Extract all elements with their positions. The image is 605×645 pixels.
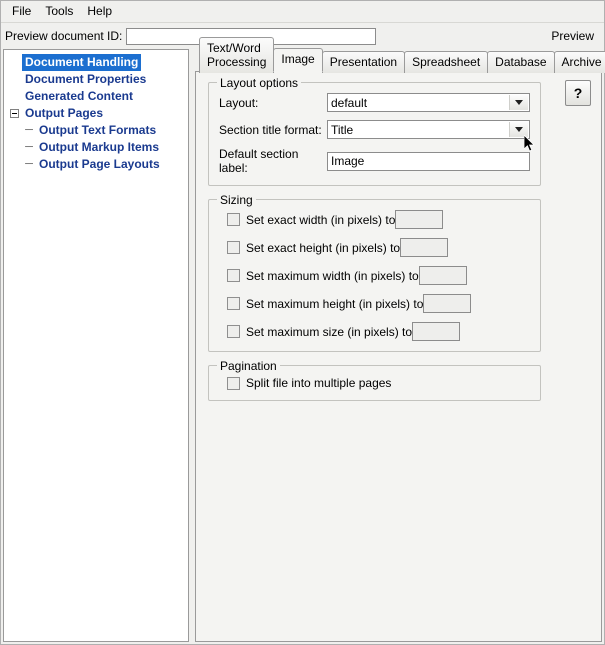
- tree-item-output-pages[interactable]: [6, 105, 186, 122]
- tree-item-label: Generated Content: [25, 89, 134, 103]
- split-file-checkbox[interactable]: [227, 377, 240, 390]
- sizing-legend: Sizing: [217, 193, 256, 207]
- set-maximum-height-checkbox[interactable]: [227, 297, 240, 310]
- tree-item-output-markup-items[interactable]: [6, 139, 186, 156]
- tree-collapse-icon[interactable]: [6, 105, 22, 122]
- tree-item-label: Document Handling: [22, 54, 141, 71]
- set-maximum-size-input[interactable]: [412, 322, 460, 341]
- tab-archive[interactable]: Archive: [554, 51, 605, 73]
- tree-twisty-placeholder: [6, 54, 22, 71]
- set-maximum-size-label: Set maximum size (in pixels) to: [246, 324, 413, 339]
- set-exact-height-label: Set exact height (in pixels) to: [246, 240, 401, 255]
- split-file-label: Split file into multiple pages: [246, 376, 392, 390]
- preview-document-id-label: Preview document ID:: [5, 29, 123, 43]
- set-exact-width-checkbox[interactable]: [227, 213, 240, 226]
- default-section-label-label: Default section label:: [219, 147, 299, 175]
- pagination-group: [208, 359, 541, 401]
- set-maximum-size-checkbox[interactable]: [227, 325, 240, 338]
- layout-options-legend: Layout options: [217, 76, 301, 90]
- navigation-tree-panel[interactable]: [3, 49, 189, 642]
- tree-item-document-properties[interactable]: [6, 71, 186, 88]
- tab-spreadsheet[interactable]: Spreadsheet: [404, 51, 488, 73]
- menu-file[interactable]: File: [12, 4, 32, 18]
- navigation-tree: [6, 54, 186, 173]
- set-maximum-width-label: Set maximum width (in pixels) to: [246, 268, 419, 283]
- set-exact-width-row: [219, 210, 530, 229]
- section-title-format-value: Title: [331, 122, 354, 137]
- tab-image[interactable]: Image: [273, 48, 322, 72]
- default-section-label-input[interactable]: [327, 152, 530, 171]
- tab-panel-image: [195, 71, 602, 642]
- section-title-format-row: [219, 120, 530, 139]
- menu-bar: [1, 1, 604, 23]
- tree-item-output-text-formats[interactable]: [6, 122, 186, 139]
- layout-options-group: [208, 76, 541, 186]
- set-exact-height-row: [219, 238, 530, 257]
- pagination-legend: Pagination: [217, 359, 280, 373]
- layout-row: [219, 93, 530, 112]
- preview-button[interactable]: Preview: [551, 29, 594, 43]
- tab-text-word-processing[interactable]: Text/Word Processing: [199, 37, 274, 73]
- set-maximum-height-input[interactable]: [423, 294, 471, 313]
- tree-item-document-handling[interactable]: [6, 54, 186, 71]
- tree-item-label: Output Text Formats: [39, 123, 157, 137]
- split-file-row: [219, 376, 530, 390]
- default-section-label-row: [219, 147, 530, 175]
- set-maximum-width-row: [219, 266, 530, 285]
- set-maximum-height-label: Set maximum height (in pixels) to: [246, 296, 424, 311]
- set-maximum-width-input[interactable]: [419, 266, 467, 285]
- main-area: [1, 41, 604, 644]
- sizing-group: [208, 193, 541, 352]
- preview-bar: [1, 23, 604, 49]
- menu-help[interactable]: Help: [87, 4, 113, 18]
- section-title-format-dropdown[interactable]: [327, 120, 530, 139]
- set-maximum-size-row: [219, 322, 530, 341]
- tree-item-output-page-layouts[interactable]: [6, 156, 186, 173]
- set-maximum-height-row: [219, 294, 530, 313]
- tree-twisty-placeholder: [6, 71, 22, 88]
- tab-strip: [195, 41, 602, 72]
- tree-item-label: Output Markup Items: [39, 140, 160, 154]
- tree-item-label: Output Pages: [25, 106, 104, 120]
- menu-tools[interactable]: Tools: [45, 4, 74, 18]
- tree-branch-icon: ─: [25, 158, 33, 170]
- set-exact-height-input[interactable]: [400, 238, 448, 257]
- tree-twisty-placeholder: [6, 88, 22, 105]
- set-exact-width-label: Set exact width (in pixels) to: [246, 212, 396, 227]
- tree-branch-icon: ─: [25, 124, 33, 136]
- set-maximum-width-checkbox[interactable]: [227, 269, 240, 282]
- layout-dropdown[interactable]: [327, 93, 530, 112]
- tree-branch-icon: ─: [25, 141, 33, 153]
- tree-item-label: Document Properties: [25, 72, 147, 86]
- chevron-down-icon[interactable]: [509, 95, 528, 110]
- tree-item-label: Output Page Layouts: [39, 157, 160, 171]
- help-icon[interactable]: ?: [565, 80, 591, 106]
- chevron-down-icon[interactable]: [509, 122, 528, 137]
- set-exact-height-checkbox[interactable]: [227, 241, 240, 254]
- tab-database[interactable]: Database: [487, 51, 554, 73]
- set-exact-width-input[interactable]: [395, 210, 443, 229]
- settings-panel: [195, 41, 602, 642]
- layout-dropdown-value: default: [331, 95, 368, 110]
- tree-item-generated-content[interactable]: [6, 88, 186, 105]
- tab-presentation[interactable]: Presentation: [322, 51, 405, 73]
- layout-label: Layout:: [219, 95, 259, 110]
- section-title-format-label: Section title format:: [219, 122, 322, 137]
